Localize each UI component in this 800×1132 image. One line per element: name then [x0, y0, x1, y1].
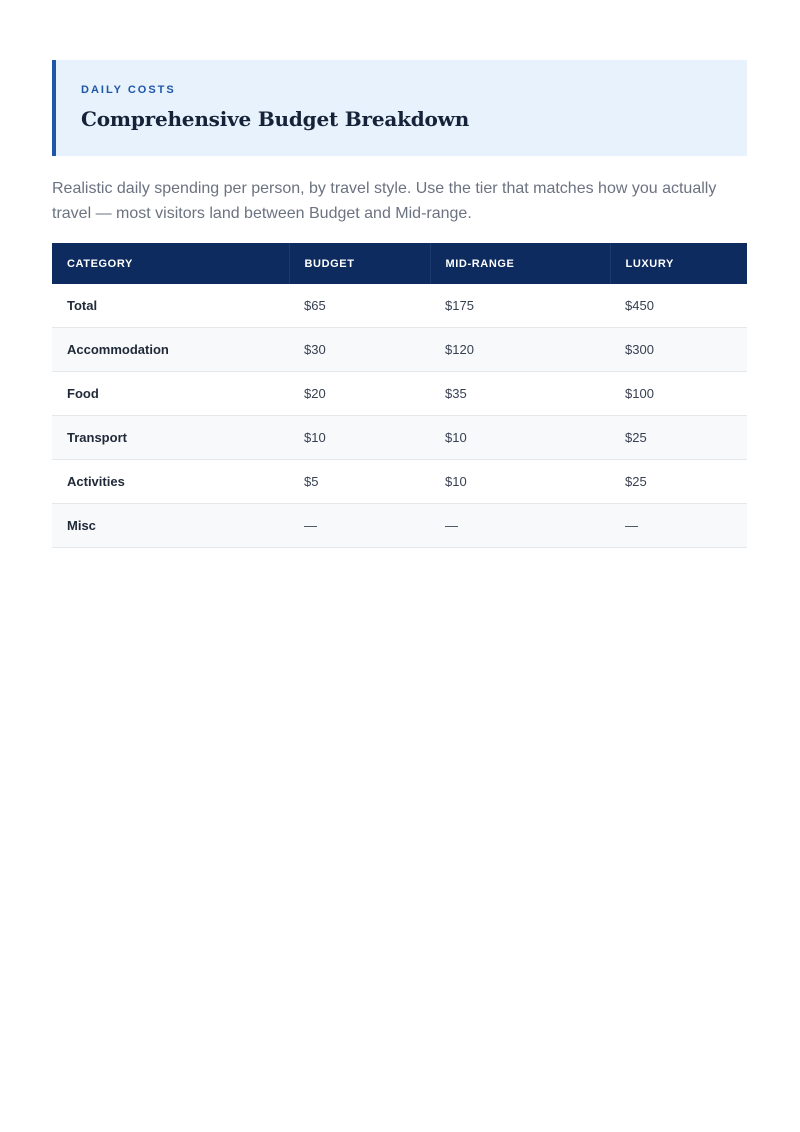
budget-value: $5: [289, 460, 430, 504]
luxury-value: —: [610, 504, 747, 548]
section-title: Comprehensive Budget Breakdown: [81, 107, 470, 131]
luxury-value: $25: [610, 460, 747, 504]
budget-value: —: [289, 504, 430, 548]
column-header-category: CATEGORY: [52, 243, 289, 284]
luxury-value: $450: [610, 284, 747, 328]
budget-section: [52, 60, 747, 548]
mid-range-value: $175: [430, 284, 610, 328]
row-category: Accommodation: [52, 328, 289, 372]
row-category: Transport: [52, 416, 289, 460]
budget-value: $10: [289, 416, 430, 460]
luxury-value: $100: [610, 372, 747, 416]
budget-table: [52, 243, 747, 548]
table-header-row: [52, 243, 747, 284]
table-row: [52, 372, 747, 416]
mid-range-value: $35: [430, 372, 610, 416]
mid-range-value: —: [430, 504, 610, 548]
column-header-budget: BUDGET: [289, 243, 430, 284]
column-header-luxury: LUXURY: [625, 257, 674, 270]
intro-paragraph: Realistic daily spending per person, by travel style. Use the tier that matches how you actually travel — most visitors land between Budget and Mid-range.: [52, 180, 717, 222]
section-eyebrow: DAILY COSTS: [81, 84, 176, 96]
luxury-value: $300: [610, 328, 747, 372]
mid-range-value: $10: [430, 460, 610, 504]
table-row: [52, 460, 747, 504]
luxury-value: $25: [610, 416, 747, 460]
budget-value: $30: [289, 328, 430, 372]
table-row: [52, 504, 747, 548]
mid-range-value: $120: [430, 328, 610, 372]
mid-range-value: $10: [430, 416, 610, 460]
budget-value: $65: [289, 284, 430, 328]
row-category: Total: [52, 284, 289, 328]
table-body: [52, 284, 747, 548]
budget-value: $20: [289, 372, 430, 416]
column-header-mid-range: MID-RANGE: [430, 243, 610, 284]
table-header: [52, 243, 747, 284]
row-category: Food: [52, 372, 289, 416]
row-category: Misc: [52, 504, 289, 548]
table-row: [52, 416, 747, 460]
row-category: Activities: [52, 460, 289, 504]
table-row: [52, 328, 747, 372]
table-row: [52, 284, 747, 328]
section-header: [52, 60, 747, 156]
